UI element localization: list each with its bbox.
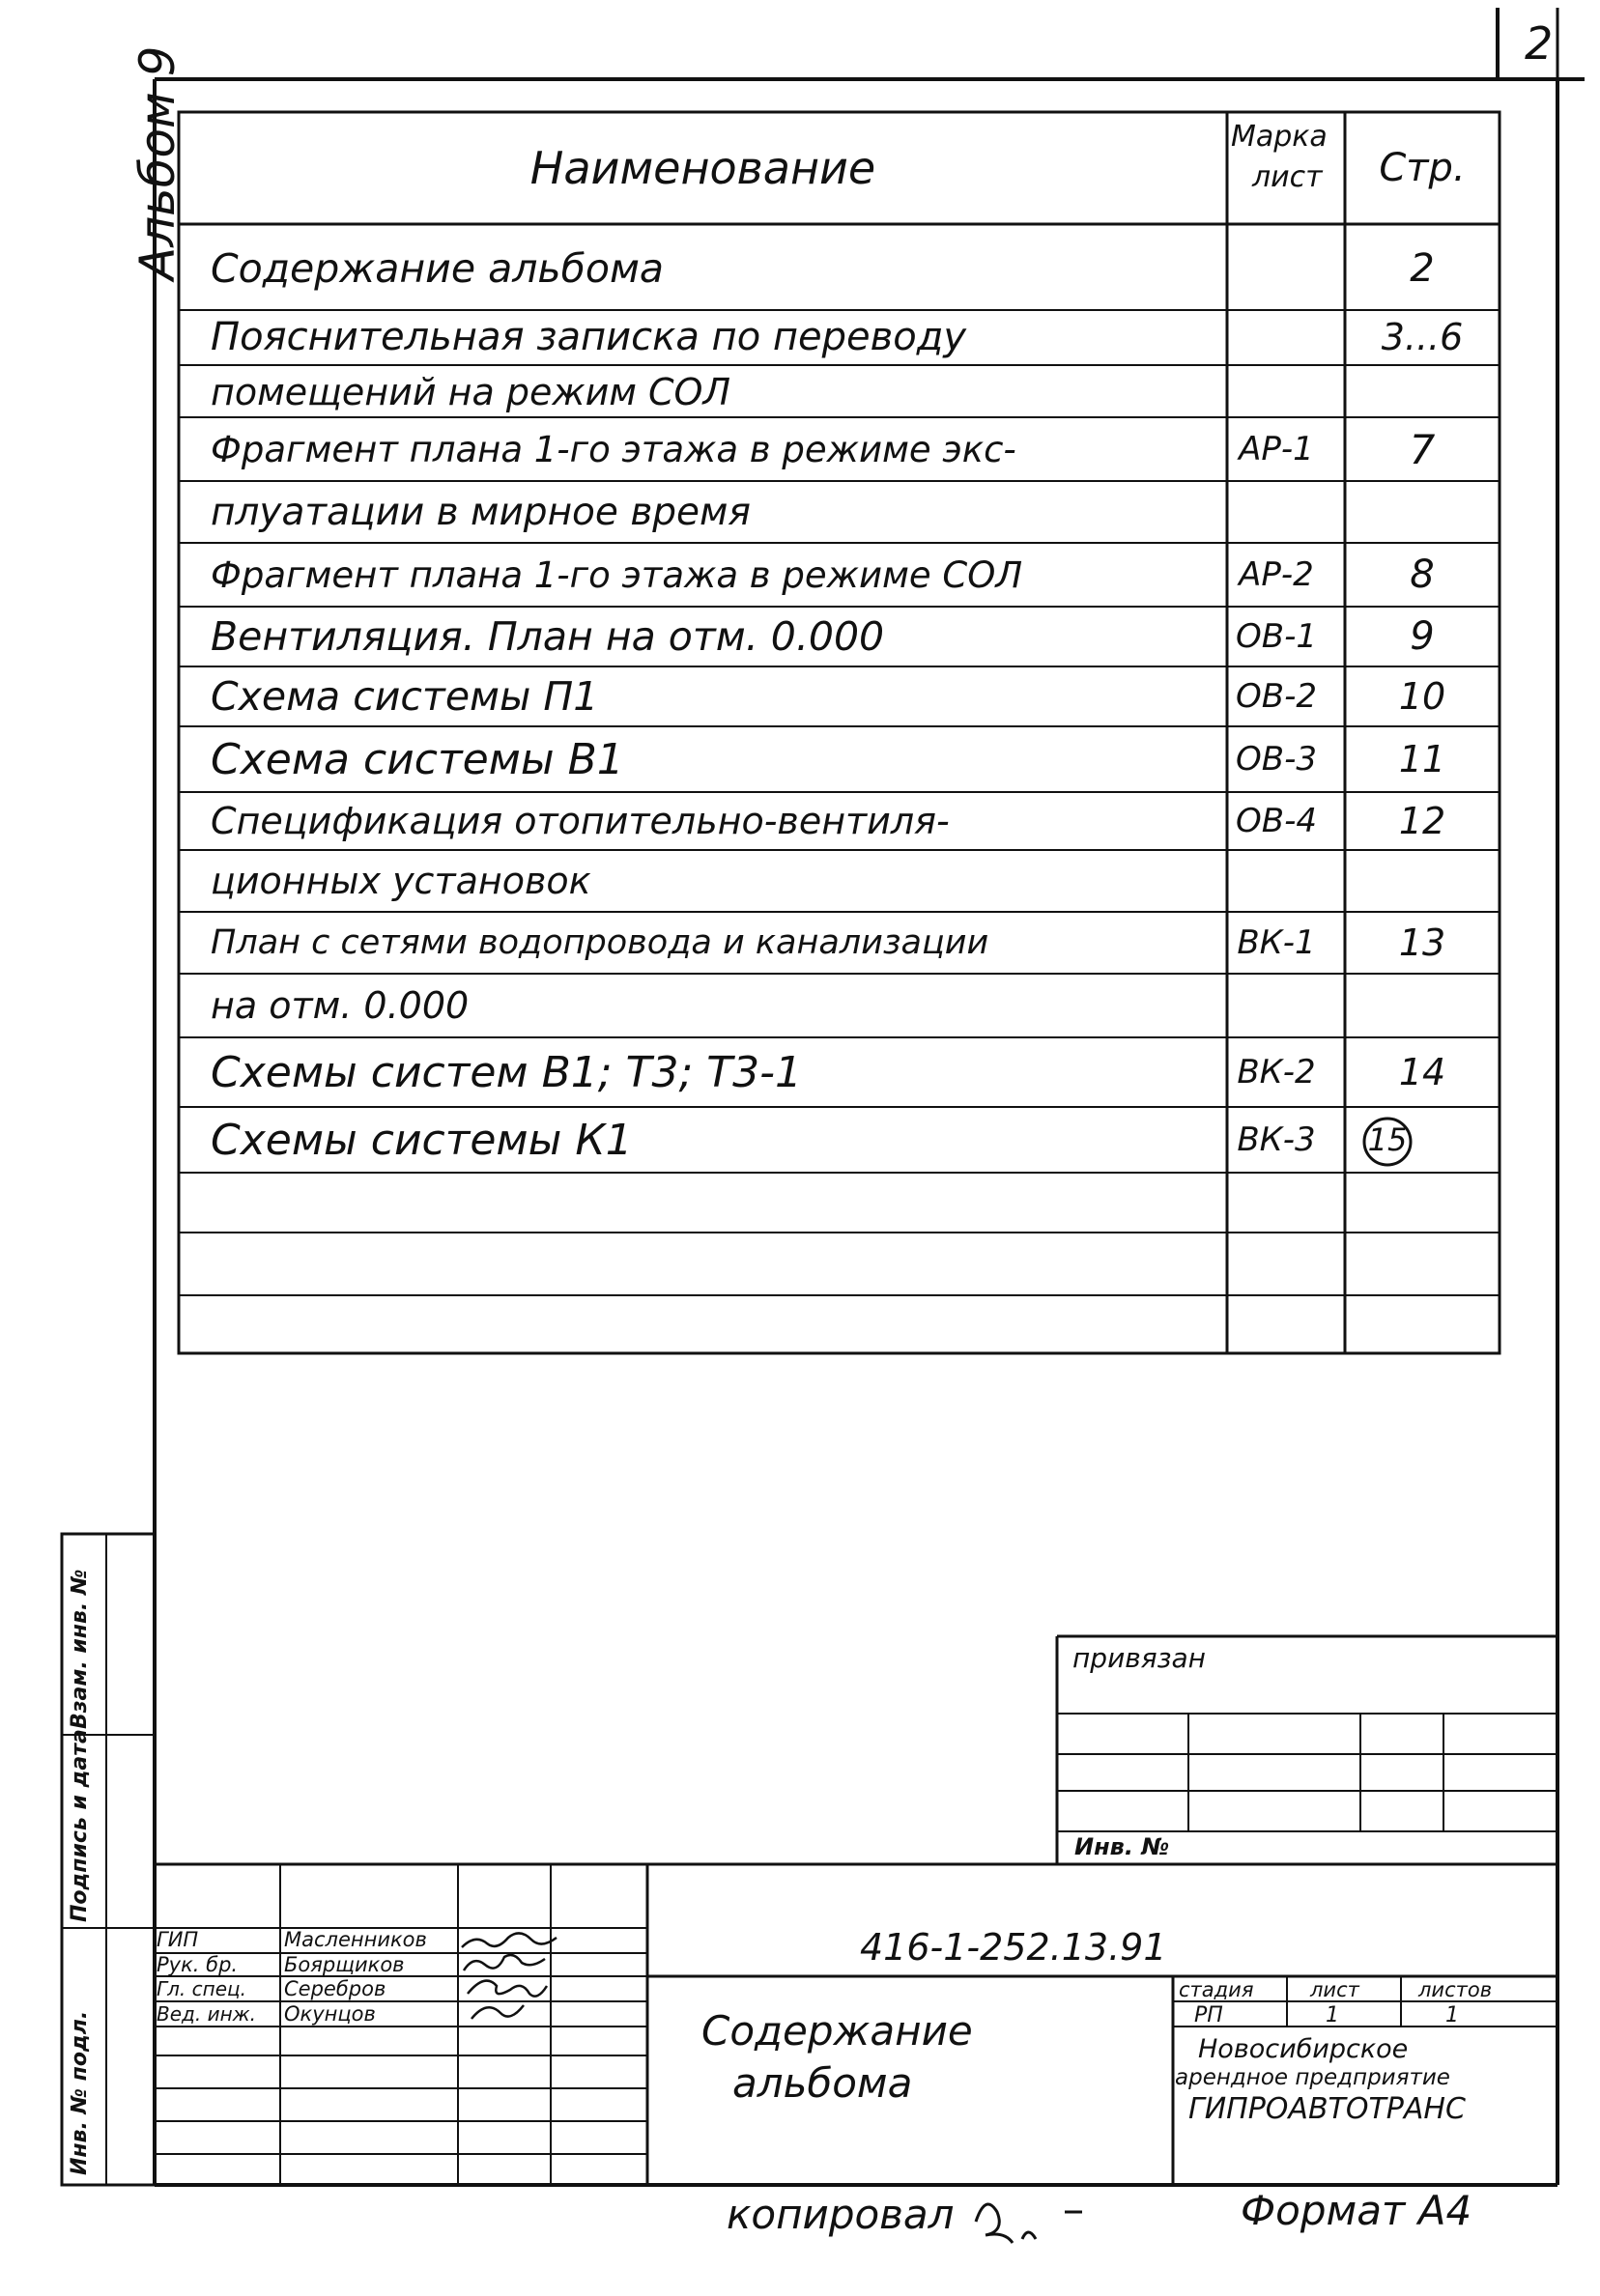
row-page: 14 [1398, 1051, 1446, 1093]
album-label: Альбом 9 [129, 45, 186, 280]
row-name: Спецификация отопительно-вентиля- [211, 800, 950, 842]
row-name: Схема системы В1 [211, 734, 624, 784]
row-page: 8 [1410, 553, 1435, 597]
row-page: 7 [1409, 425, 1436, 473]
stage-value: РП [1194, 2003, 1223, 2027]
role-ruk-br: Рук. бр. [157, 1953, 239, 1976]
inv-no-label: Инв. № [1074, 1833, 1170, 1860]
sheet-value: 1 [1326, 2003, 1339, 2027]
row-page: 9 [1410, 614, 1435, 659]
row-name: плуатации в мирное время [211, 490, 751, 534]
row-name: Содержание альбома [211, 245, 664, 292]
row-name: Схема системы П1 [211, 673, 599, 720]
org-line1: Новосибирское [1198, 2034, 1409, 2064]
org-line3: ГИПРОАВТОТРАНС [1188, 2092, 1466, 2126]
row-name: на отм. 0.000 [211, 984, 470, 1027]
row-name: Вентиляция. План на отм. 0.000 [211, 613, 885, 660]
row-name: помещений на режим СОЛ [211, 371, 731, 413]
row-mark: АР-1 [1239, 430, 1314, 468]
name-gip: Масленников [284, 1928, 427, 1951]
side-inv-podl: Инв. № подл. [68, 2010, 92, 2175]
name-ved-inzh: Окунцов [284, 2002, 376, 2026]
role-ved-inzh: Вед. инж. [157, 2002, 257, 2026]
row-name: Пояснительная записка по переводу [211, 315, 967, 359]
row-name: Фрагмент плана 1-го этажа в режиме экс- [211, 428, 1016, 470]
header-name: Наименование [529, 142, 876, 194]
row-mark: ОВ-1 [1236, 617, 1317, 656]
page-number: 2 [1525, 17, 1554, 70]
header-mark-line2: лист [1252, 160, 1323, 194]
row-page: 11 [1398, 738, 1446, 780]
side-vzam-inv: Взам. инв. № [68, 1569, 92, 1729]
title-line2: альбома [732, 2059, 913, 2107]
row-mark: АР-2 [1239, 555, 1314, 594]
row-mark: ВК-1 [1237, 923, 1316, 962]
sheets-value: 1 [1445, 2003, 1459, 2027]
row-page: 12 [1398, 800, 1446, 842]
document-designation: 416-1-252.13.91 [860, 1926, 1167, 1969]
row-mark: ОВ-4 [1236, 802, 1317, 840]
row-name: Фрагмент плана 1-го этажа в режиме СОЛ [211, 553, 1023, 596]
role-gip: ГИП [157, 1928, 199, 1951]
title-line1: Содержание [701, 2007, 973, 2055]
row-page: 2 [1410, 246, 1435, 291]
row-name: План с сетями водопровода и канализации [211, 923, 989, 962]
org-line2: арендное предприятие [1175, 2065, 1450, 2090]
format-label: Формат А4 [1241, 2187, 1472, 2234]
side-podpis-data: Подпись и дата [68, 1729, 92, 1922]
row-page: 15 [1367, 1121, 1408, 1158]
row-mark: ВК-3 [1237, 1120, 1316, 1159]
name-gl-spec: Серебров [284, 1977, 386, 2000]
row-name: Схемы систем В1; Т3; Т3-1 [211, 1047, 803, 1097]
header-page: Стр. [1379, 146, 1466, 190]
sheet-header: лист [1310, 1978, 1359, 2001]
row-mark: ВК-2 [1237, 1053, 1316, 1091]
row-page: 3...6 [1381, 316, 1464, 358]
row-name: ционных установок [211, 860, 591, 902]
name-ruk-br: Боярщиков [284, 1953, 405, 1976]
privyazan-label: привязан [1072, 1642, 1206, 1674]
row-page: 13 [1398, 921, 1446, 964]
row-mark: ОВ-3 [1236, 740, 1317, 779]
row-name: Схемы системы К1 [211, 1115, 633, 1165]
header-mark-line1: Марка [1231, 120, 1328, 154]
sheets-header: листов [1418, 1978, 1493, 2001]
row-page: 10 [1398, 675, 1446, 718]
copied-label: копировал [727, 2191, 955, 2238]
row-mark: ОВ-2 [1236, 677, 1317, 716]
role-gl-spec: Гл. спец. [157, 1977, 246, 2000]
stage-header: стадия [1179, 1978, 1254, 2001]
